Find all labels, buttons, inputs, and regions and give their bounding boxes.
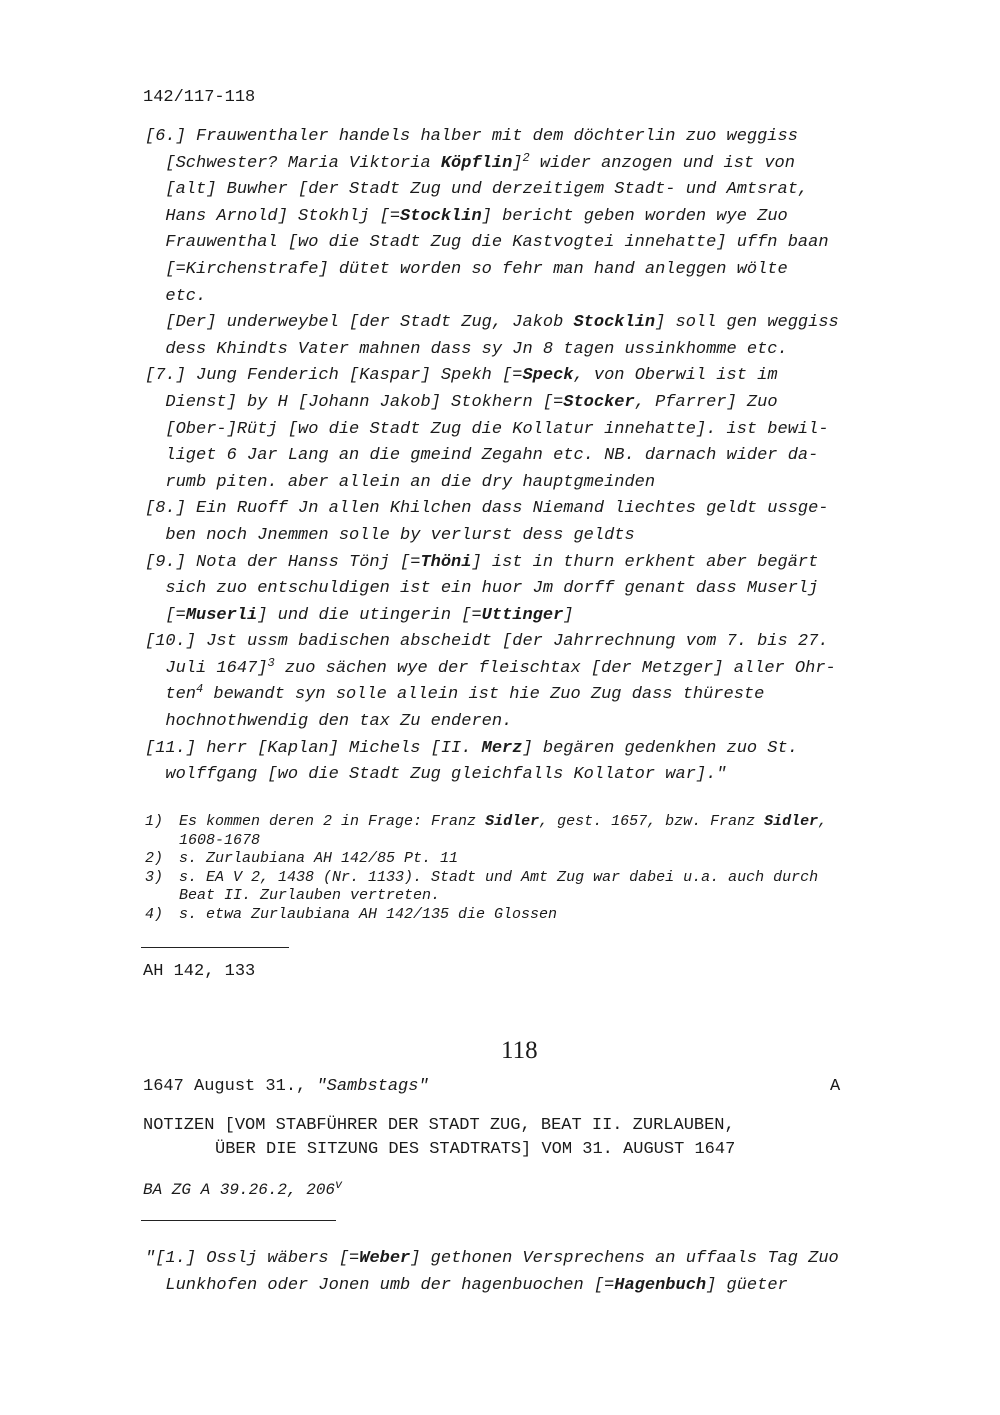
document-type-mark: A (830, 1077, 841, 1096)
entry-line: ben noch Jnemmen solle by verlurst dess geldts (165, 525, 635, 545)
footnote-line: s. etwa Zurlaubiana AH 142/135 die Glossen (179, 905, 558, 923)
entry-line: [alt] Buwher [der Stadt Zug und derzeitigem Stadt- und Amtsrat, (165, 180, 809, 200)
entry-line: [8.] Ein Ruoff Jn allen Khilchen dass Niemand liechtes geldt ussge- (145, 499, 829, 519)
entry-line: Lunkhofen oder Jonen umb der hagenbuochen [=Hagenbuch] güeter (165, 1275, 788, 1295)
footnote-number: 1) (145, 813, 164, 830)
entry-line: sich zuo entschuldigen ist ein huor Jm dorff genant dass Muserlj (165, 579, 819, 599)
footnote-number: 2) (145, 850, 164, 867)
surname: Köpflin (440, 153, 513, 173)
entry-line: [Der] underweybel [der Stadt Zug, Jakob Stocklin] soll gen weggiss (165, 313, 839, 333)
surname: Hagenbuch (614, 1275, 707, 1295)
surname: Sidler (764, 813, 819, 830)
surname: Muserli (185, 605, 258, 625)
entry-7 (145, 363, 915, 496)
source-reference: BA ZG A 39.26.2, 206$^v$ (143, 1178, 343, 1199)
entry-line: wolffgang [wo die Stadt Zug gleichfalls Kollator war]." (165, 765, 727, 785)
entry-line: Dienst] by H [Johann Jakob] Stokhern [=Stocker, Pfarrer] Zuo (165, 392, 778, 412)
entry-11 (145, 736, 915, 789)
document-number: 118 (501, 1037, 538, 1064)
footnote-ref[interactable]: 2 (522, 150, 530, 165)
surname: Weber (359, 1249, 411, 1268)
footnote-4 (145, 906, 915, 925)
entry-line: [Schwester? Maria Viktoria Köpflin]$^2$ wider anzogen und ist von (165, 150, 795, 173)
footnote-line: s. EA V 2, 1438 (Nr. 1133). Stadt und Amt Zug war dabei u.a. auch durch (179, 868, 819, 886)
entry-9 (145, 550, 915, 630)
entry-6 (145, 124, 915, 363)
entry-line: Hans Arnold] Stokhlj [=Stocklin] bericht geben worden wye Zuo (165, 206, 788, 226)
entry-line: [9.] Nota der Hanss Tönj [=Thöni] ist in thurn erkhent aber begärt (145, 552, 819, 572)
entry-line: [Ober-]Rütj [wo die Stadt Zug die Kollatur innehatte]. ist bewil- (165, 419, 829, 439)
footnote-1 (145, 813, 915, 850)
document-heading (143, 1114, 903, 1162)
footnote-line: 1608-1678 (179, 831, 261, 849)
date-line (143, 1077, 429, 1096)
entry-line: rumb piten. aber allein an die dry hauptgmeinden (165, 472, 656, 492)
surname: Sidler (485, 813, 540, 830)
footnotes (145, 813, 915, 924)
heading-line: ÜBER DIE SITZUNG DES STADTRATS] VOM 31. AUGUST 1647 (215, 1140, 736, 1159)
footnote-2 (145, 850, 915, 869)
page-reference: 142/117-118 (143, 88, 256, 107)
entry-line: [11.] herr [Kaplan] Michels [II. Merz] begären gedenkhen zuo St. (145, 738, 798, 758)
entry-10 (145, 629, 915, 735)
day-quote: "Sambstags" (316, 1077, 429, 1096)
entry-line: "[1.] Osslj wäbers [=Weber] gethonen Versprechens an uffaals Tag Zuo (145, 1249, 839, 1268)
entry-line: etc. (165, 286, 207, 306)
surname: Thöni (420, 552, 472, 572)
surname: Stocklin (400, 206, 482, 226)
entry-line: hochnothwendig den tax Zu enderen. (165, 712, 513, 732)
divider (141, 1220, 336, 1221)
heading-line: NOTIZEN [VOM STABFÜHRER DER STADT ZUG, BEAT II. ZURLAUBEN, (143, 1116, 735, 1135)
verso-mark: v (335, 1178, 343, 1192)
footnote-line: Beat II. Zurlauben vertreten. (179, 887, 441, 904)
footnote-number: 3) (145, 868, 164, 886)
footnote-ref[interactable]: 3 (267, 655, 275, 670)
divider (141, 947, 289, 948)
entry-line: [6.] Frauwenthaler handels halber mit dem döchterlin zuo weggiss (145, 127, 798, 146)
surname: Speck (522, 366, 574, 386)
surname: Uttinger (481, 605, 564, 625)
entry-line: [7.] Jung Fenderich [Kaspar] Spekh [=Speck, von Oberwil ist im (145, 366, 778, 386)
footnote-line: s. Zurlaubiana AH 142/85 Pt. 11 (179, 850, 459, 867)
surname: Stocker (563, 392, 635, 412)
entry-line: [10.] Jst ussm badischen abscheidt [der Jahrrechnung vom 7. bis 27. (145, 632, 829, 652)
archive-reference: AH 142, 133 (143, 962, 256, 981)
entry-8 (145, 496, 915, 549)
footnote-3 (145, 869, 915, 906)
entry-line: dess Khindts Vater mahnen dass sy Jn 8 tagen ussinkhomme etc. (165, 339, 788, 359)
surname: Merz (481, 738, 523, 758)
entry-line: liget 6 Jar Lang an die gmeind Zegahn etc. NB. darnach wider da- (165, 446, 819, 466)
entries-list (145, 124, 915, 789)
entry-line: Juli 1647]$^3$ zuo sächen wye der fleischtax [der Metzger] aller Ohr- (165, 655, 836, 678)
entry-line: [=Kirchenstrafe] dütet worden so fehr man hand anleggen wölte (165, 259, 788, 279)
surname: Stocklin (573, 313, 656, 333)
footnote-number: 4) (145, 905, 164, 923)
date: 1647 August 31., (143, 1077, 317, 1096)
entry-1 (145, 1246, 915, 1299)
footnote-line: Es kommen deren 2 in Frage: Franz Sidler, gest. 1657, bzw. Franz Sidler, (179, 813, 828, 830)
entry-line: Frauwenthal [wo die Stadt Zug die Kastvogtei innehatte] uffn baan (165, 233, 829, 253)
footnote-ref[interactable]: 4 (196, 682, 204, 697)
entry-line: ten$^4$ bewandt syn solle allein ist hie Zuo Zug dass thüreste (165, 682, 765, 705)
entries-list-2 (145, 1246, 915, 1299)
entry-line: [=Muserli] und die utingerin [=Uttinger] (165, 605, 574, 625)
